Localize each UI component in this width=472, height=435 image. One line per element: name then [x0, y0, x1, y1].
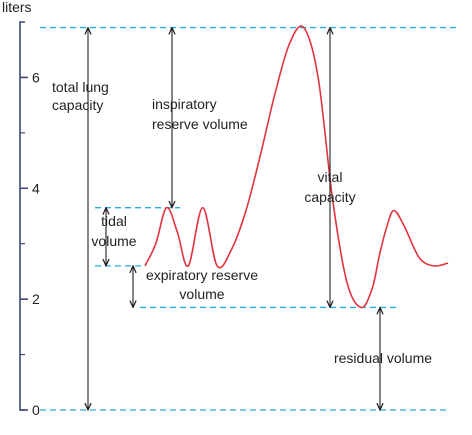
label-tlc: [52, 79, 109, 113]
label-line: volume: [179, 286, 225, 302]
y-axis-line: [20, 22, 25, 410]
volume-curve: [145, 26, 448, 308]
y-axis-label: liters: [2, 0, 32, 15]
y-tick-label: 4: [32, 180, 40, 197]
label-line: residual volume: [333, 350, 433, 366]
label-line: tidal: [101, 213, 127, 229]
y-axis: [2, 0, 40, 418]
y-tick-label: 0: [32, 402, 40, 418]
label-line: vital: [317, 169, 343, 185]
volume-curve-layer: [145, 26, 448, 308]
y-tick-label: 6: [32, 69, 40, 86]
label-line: total lung: [52, 79, 109, 95]
label-tidal: [91, 213, 136, 249]
label-line: reserve volume: [152, 116, 248, 132]
label-irv: [152, 96, 248, 132]
label-line: inspiratory: [152, 96, 217, 112]
label-line: capacity: [304, 189, 356, 205]
label-rv: [334, 350, 432, 366]
label-erv: [146, 267, 258, 302]
label-line: capacity: [52, 97, 104, 113]
label-line: expiratory reserve: [145, 267, 259, 283]
y-tick-label: 2: [32, 291, 40, 308]
annotation-layer: [52, 28, 432, 410]
label-line: volume: [91, 233, 137, 249]
